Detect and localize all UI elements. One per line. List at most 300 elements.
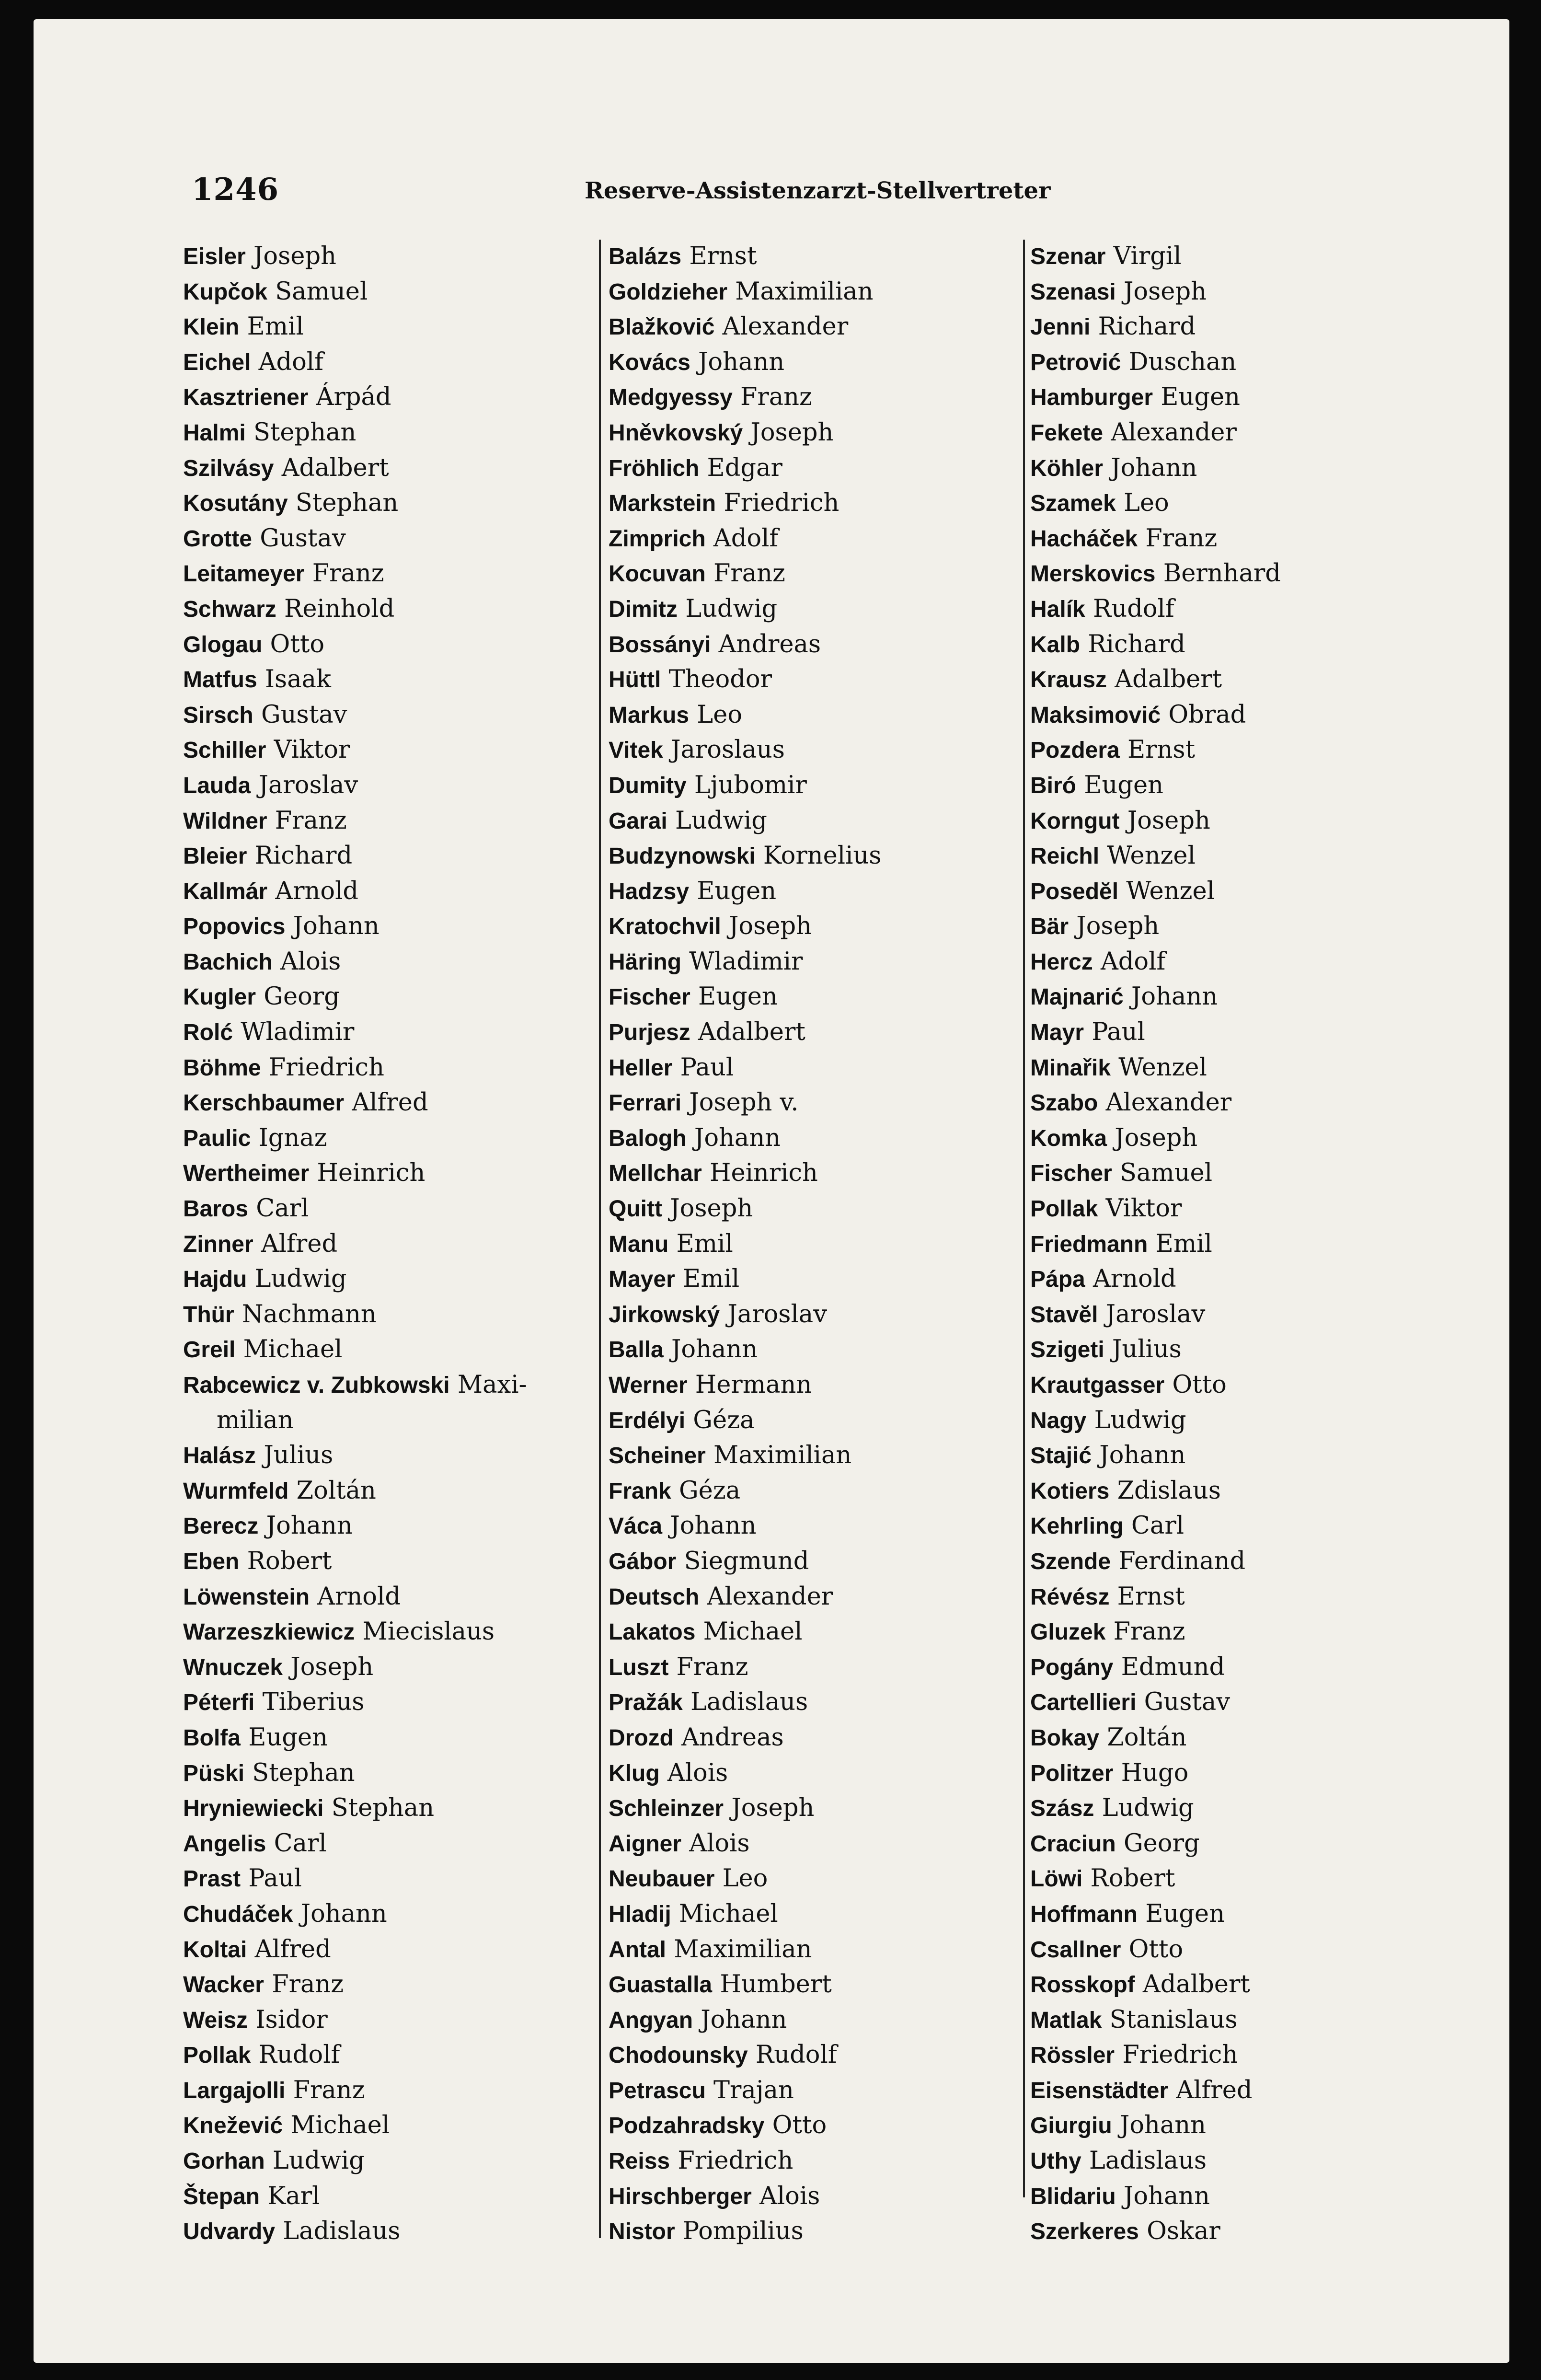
given-name: Miecislaus xyxy=(362,1617,495,1646)
given-name: Kornelius xyxy=(763,842,882,870)
name-entry xyxy=(609,1932,1021,1967)
name-entry xyxy=(183,1896,638,1932)
given-name: Wenzel xyxy=(1118,1053,1207,1082)
given-name: Richard xyxy=(1098,312,1196,341)
surname: Cartellieri xyxy=(1030,1690,1137,1716)
name-entry xyxy=(609,2179,1021,2214)
surname: Petrović xyxy=(1030,349,1121,375)
name-entry xyxy=(1030,451,1485,486)
given-name: Otto xyxy=(270,630,325,659)
name-entry xyxy=(609,1579,1021,1615)
given-name: Stephan xyxy=(295,489,399,518)
surname: Schiller xyxy=(183,738,266,763)
surname: Blidariu xyxy=(1030,2184,1116,2209)
given-name: Isaak xyxy=(264,665,331,694)
given-name: Adolf xyxy=(713,524,779,553)
name-column-2 xyxy=(609,239,1021,2249)
given-name: Adalbert xyxy=(281,453,389,482)
surname: Ferrari xyxy=(609,1090,682,1116)
given-name: Viktor xyxy=(274,736,350,764)
given-name: Michael xyxy=(703,1617,803,1646)
name-entry xyxy=(1030,979,1485,1015)
surname: Szigeti xyxy=(1030,1337,1104,1363)
name-entry xyxy=(1030,1614,1485,1650)
name-entry xyxy=(183,1403,638,1438)
given-name: Rudolf xyxy=(1092,594,1174,623)
surname: Halász xyxy=(183,1443,256,1469)
given-name: Eugen xyxy=(698,982,778,1011)
given-name: Michael xyxy=(243,1335,343,1364)
name-entry xyxy=(609,451,1021,486)
surname: Váca xyxy=(609,1513,663,1539)
given-name: Friedrich xyxy=(678,2147,794,2175)
surname: Matlak xyxy=(1030,2007,1102,2033)
column-rule xyxy=(1023,240,1025,2197)
surname: Kovács xyxy=(609,349,690,375)
surname: Berecz xyxy=(183,1513,259,1539)
name-entry xyxy=(1030,697,1485,733)
name-entry xyxy=(609,1967,1021,2002)
given-name: Ludwig xyxy=(1102,1794,1194,1823)
surname: Hadzsy xyxy=(609,878,690,904)
surname: Prast xyxy=(183,1866,241,1892)
given-name: Maximilian xyxy=(674,1935,812,1964)
surname: Chudáček xyxy=(183,1901,293,1927)
given-name: Carl xyxy=(1131,1512,1184,1540)
surname: Scheiner xyxy=(609,1443,706,1469)
given-name: milian xyxy=(217,1406,294,1434)
surname: Stajić xyxy=(1030,1443,1092,1469)
given-name: Joseph xyxy=(253,242,336,270)
given-name: Ludwig xyxy=(254,1265,347,1294)
given-name: Otto xyxy=(1172,1371,1227,1399)
surname: Krausz xyxy=(1030,667,1107,693)
name-entry xyxy=(609,1791,1021,1826)
name-entry xyxy=(609,1297,1021,1332)
surname: Leitameyer xyxy=(183,561,305,587)
name-entry xyxy=(1030,1438,1485,1473)
given-name: Friedrich xyxy=(724,489,840,518)
given-name: Alexander xyxy=(722,312,849,341)
given-name: Georg xyxy=(264,982,340,1011)
given-name: Alexander xyxy=(707,1582,833,1611)
surname: Pogány xyxy=(1030,1654,1114,1680)
given-name: Alfred xyxy=(352,1088,428,1117)
surname: Vitek xyxy=(609,738,663,763)
surname: Neubauer xyxy=(609,1866,715,1892)
given-name: Zdislaus xyxy=(1117,1476,1221,1505)
given-name: Joseph xyxy=(1115,1123,1198,1152)
given-name: Ljubomir xyxy=(694,771,807,799)
surname: Kosutány xyxy=(183,491,288,517)
given-name: Johann xyxy=(266,1512,353,1540)
name-entry xyxy=(183,1226,638,1262)
given-name: Humbert xyxy=(720,1970,832,1999)
surname: Politzer xyxy=(1030,1760,1114,1786)
surname: Balla xyxy=(609,1337,664,1363)
name-entry xyxy=(609,1050,1021,1086)
given-name: Hugo xyxy=(1121,1758,1189,1787)
surname: Schleinzer xyxy=(609,1796,724,1822)
surname: Glogau xyxy=(183,632,263,658)
name-entry xyxy=(609,1544,1021,1579)
name-entry xyxy=(1030,768,1485,803)
name-entry xyxy=(609,2073,1021,2108)
name-entry xyxy=(183,1861,638,1896)
surname: Gábor xyxy=(609,1548,677,1574)
surname: Schwarz xyxy=(183,596,276,622)
name-entry xyxy=(183,556,638,591)
surname: Largajolli xyxy=(183,2078,286,2103)
name-entry xyxy=(183,1473,638,1509)
given-name: Ladislaus xyxy=(690,1688,808,1717)
name-entry xyxy=(1030,2179,1485,2214)
given-name: Heinrich xyxy=(709,1159,818,1188)
surname: Giurgiu xyxy=(1030,2113,1112,2139)
surname: Deutsch xyxy=(609,1584,700,1610)
given-name: Friedrich xyxy=(1122,2041,1238,2069)
given-name: Arnold xyxy=(275,877,359,905)
name-entry xyxy=(1030,591,1485,627)
given-name: Johann xyxy=(293,912,380,941)
given-name: Alois xyxy=(667,1758,728,1787)
surname: Kugler xyxy=(183,984,256,1010)
surname: Balázs xyxy=(609,244,682,269)
surname: Hamburger xyxy=(1030,385,1153,411)
name-entry xyxy=(609,274,1021,310)
surname: Sirsch xyxy=(183,702,253,728)
name-entry xyxy=(609,591,1021,627)
surname: Böhme xyxy=(183,1055,261,1081)
surname: Püski xyxy=(183,1760,245,1786)
name-entry xyxy=(183,2179,638,2214)
surname: Szende xyxy=(1030,1548,1111,1574)
surname: Kocuvan xyxy=(609,561,706,587)
name-entry xyxy=(609,1332,1021,1367)
given-name: Eugen xyxy=(1161,383,1241,412)
given-name: Franz xyxy=(272,1970,344,1999)
name-entry xyxy=(183,732,638,768)
surname: Szamek xyxy=(1030,491,1116,517)
name-entry xyxy=(183,1650,638,1685)
name-entry xyxy=(609,1121,1021,1156)
name-entry xyxy=(609,662,1021,697)
surname: Mayr xyxy=(1030,1020,1084,1046)
given-name: Theodor xyxy=(668,665,772,694)
given-name: Pompilius xyxy=(682,2217,804,2246)
given-name: Joseph xyxy=(1076,912,1160,941)
given-name: Karl xyxy=(267,2182,320,2210)
surname: Gorhan xyxy=(183,2149,265,2174)
name-entry xyxy=(183,1720,638,1756)
surname: Štepan xyxy=(183,2184,260,2209)
given-name: Reinhold xyxy=(284,594,395,623)
name-entry xyxy=(183,768,638,803)
given-name: Adalbert xyxy=(698,1018,805,1047)
given-name: Árpád xyxy=(316,383,391,412)
name-entry xyxy=(183,1685,638,1720)
surname: Manu xyxy=(609,1231,669,1257)
surname: Guastalla xyxy=(609,1972,713,1998)
given-name: Alois xyxy=(689,1829,750,1858)
surname: Minařik xyxy=(1030,1055,1111,1081)
given-name: Stephan xyxy=(252,1758,355,1787)
surname: Nistor xyxy=(609,2219,675,2245)
name-entry xyxy=(609,345,1021,380)
surname: Greil xyxy=(183,1337,236,1363)
surname: Angelis xyxy=(183,1831,266,1857)
surname: Reiss xyxy=(609,2149,670,2174)
given-name: Johann xyxy=(670,1512,757,1540)
surname: Chodounsky xyxy=(609,2043,748,2068)
surname: Dimitz xyxy=(609,596,678,622)
surname: Mayer xyxy=(609,1267,675,1293)
name-entry xyxy=(1030,1332,1485,1367)
given-name: Gustav xyxy=(261,700,347,729)
surname: Szenar xyxy=(1030,244,1106,269)
given-name: Otto xyxy=(1128,1935,1184,1964)
name-entry xyxy=(1030,1756,1485,1791)
surname: Hercz xyxy=(1030,949,1093,975)
given-name: Wladimir xyxy=(689,947,803,976)
surname: Halmi xyxy=(183,420,246,446)
surname: Bolfa xyxy=(183,1725,241,1751)
name-entry xyxy=(183,838,638,874)
name-entry xyxy=(183,591,638,627)
surname: Gluzek xyxy=(1030,1619,1106,1645)
given-name: Eugen xyxy=(1084,771,1163,799)
name-entry xyxy=(1030,1403,1485,1438)
surname: Wurmfeld xyxy=(183,1478,289,1504)
given-name: Joseph v. xyxy=(689,1088,799,1117)
surname: Löwenstein xyxy=(183,1584,310,1610)
given-name: Adolf xyxy=(258,347,323,376)
given-name: Samuel xyxy=(1119,1159,1213,1188)
given-name: Edmund xyxy=(1121,1652,1225,1681)
given-name: Samuel xyxy=(275,277,368,306)
given-name: Johann xyxy=(671,1335,758,1364)
given-name: Leo xyxy=(697,700,743,729)
given-name: Wenzel xyxy=(1107,842,1196,870)
name-entry xyxy=(609,1403,1021,1438)
name-entry xyxy=(1030,1826,1485,1861)
given-name: Adalbert xyxy=(1115,665,1222,694)
name-entry xyxy=(183,1050,638,1086)
given-name: Johann xyxy=(300,1899,387,1928)
name-entry xyxy=(1030,2108,1485,2143)
name-entry xyxy=(609,1085,1021,1121)
given-name: Ladislaus xyxy=(283,2217,401,2246)
name-entry xyxy=(1030,415,1485,451)
given-name: Emil xyxy=(1155,1229,1212,1258)
surname: Dumity xyxy=(609,773,687,798)
surname: Grotte xyxy=(183,526,252,552)
name-entry xyxy=(1030,909,1485,944)
name-entry xyxy=(1030,627,1485,662)
name-entry xyxy=(609,415,1021,451)
name-entry xyxy=(1030,1226,1485,1262)
surname: Bachich xyxy=(183,949,273,975)
surname: Pollak xyxy=(1030,1196,1098,1222)
given-name: Franz xyxy=(275,806,347,835)
surname: Knežević xyxy=(183,2113,283,2139)
given-name: Joseph xyxy=(728,912,812,941)
surname: Zimprich xyxy=(609,526,706,552)
given-name: Maxi- xyxy=(457,1371,527,1399)
name-entry xyxy=(183,451,638,486)
surname: Petrascu xyxy=(609,2078,706,2103)
surname: Wildner xyxy=(183,808,267,834)
given-name: Emil xyxy=(682,1265,740,1294)
name-entry xyxy=(183,1579,638,1615)
page-number: 1246 xyxy=(192,172,279,208)
given-name: Alfred xyxy=(254,1935,331,1964)
surname: Thür xyxy=(183,1302,234,1328)
surname: Szilvásy xyxy=(183,455,274,481)
name-entry xyxy=(183,1967,638,2002)
surname: Biró xyxy=(1030,773,1076,798)
surname: Pollak xyxy=(183,2043,251,2068)
name-entry xyxy=(183,1614,638,1650)
name-entry xyxy=(183,1121,638,1156)
given-name: Carl xyxy=(274,1829,327,1858)
surname: Kasztriener xyxy=(183,385,309,411)
name-entry xyxy=(183,2214,638,2249)
surname: Merskovics xyxy=(1030,561,1156,587)
surname: Fischer xyxy=(609,984,690,1010)
name-column-3 xyxy=(1030,239,1485,2249)
surname: Kupčok xyxy=(183,279,268,305)
name-entry xyxy=(183,662,638,697)
given-name: Ludwig xyxy=(1094,1406,1186,1434)
name-entry xyxy=(609,2143,1021,2179)
name-entry xyxy=(1030,556,1485,591)
name-entry xyxy=(183,1791,638,1826)
surname: Pozdera xyxy=(1030,738,1120,763)
given-name: Franz xyxy=(676,1652,748,1681)
name-entry xyxy=(609,485,1021,521)
surname: Paulic xyxy=(183,1125,251,1151)
given-name: Emil xyxy=(676,1229,733,1258)
surname: Maksimović xyxy=(1030,702,1161,728)
name-entry xyxy=(609,2002,1021,2038)
name-entry xyxy=(1030,2073,1485,2108)
surname: Bär xyxy=(1030,914,1069,940)
surname: Wertheimer xyxy=(183,1161,310,1187)
name-entry xyxy=(183,309,638,345)
surname: Fischer xyxy=(1030,1161,1112,1187)
surname: Heller xyxy=(609,1055,673,1081)
given-name: Ludwig xyxy=(685,594,778,623)
surname: Eichel xyxy=(183,349,251,375)
given-name: Jaroslaus xyxy=(671,736,785,764)
given-name: Johann xyxy=(1123,2182,1210,2210)
name-entry xyxy=(609,1826,1021,1861)
running-head: Reserve-Assistenzarzt-Stellvertreter xyxy=(585,177,1051,204)
surname: Hladij xyxy=(609,1901,671,1927)
surname: Nagy xyxy=(1030,1408,1087,1433)
surname: Markus xyxy=(609,702,690,728)
surname: Hněvkovský xyxy=(609,420,743,446)
given-name: Viktor xyxy=(1105,1194,1182,1223)
surname: Kallmár xyxy=(183,878,268,904)
name-entry xyxy=(1030,1297,1485,1332)
surname: Szabo xyxy=(1030,1090,1098,1116)
scanned-page xyxy=(34,19,1509,2363)
given-name: Georg xyxy=(1123,1829,1200,1858)
given-name: Robert xyxy=(1090,1864,1175,1893)
name-entry xyxy=(183,1015,638,1050)
surname: Quitt xyxy=(609,1196,662,1222)
name-entry xyxy=(1030,1720,1485,1756)
name-entry xyxy=(1030,2214,1485,2249)
surname: Werner xyxy=(609,1373,688,1398)
given-name: Michael xyxy=(678,1899,778,1928)
given-name: Julius xyxy=(1112,1335,1182,1364)
surname: Bossányi xyxy=(609,632,711,658)
name-entry xyxy=(609,803,1021,839)
surname: Purjesz xyxy=(609,1020,690,1046)
name-entry xyxy=(183,1085,638,1121)
surname: Matfus xyxy=(183,667,257,693)
surname: Antal xyxy=(609,1937,666,1963)
surname: Blažković xyxy=(609,314,715,340)
name-entry xyxy=(609,979,1021,1015)
given-name: Franz xyxy=(293,2076,365,2104)
surname: Lauda xyxy=(183,773,251,798)
surname: Szenasi xyxy=(1030,279,1116,305)
given-name: Stephan xyxy=(253,418,356,447)
surname: Hajdu xyxy=(183,1267,247,1293)
name-entry xyxy=(1030,1685,1485,1720)
name-entry xyxy=(183,1438,638,1473)
given-name: Edgar xyxy=(707,453,782,482)
name-entry xyxy=(609,1720,1021,1756)
name-entry xyxy=(1030,838,1485,874)
name-entry xyxy=(609,521,1021,556)
name-entry xyxy=(609,1650,1021,1685)
name-entry xyxy=(183,1332,638,1367)
surname: Friedmann xyxy=(1030,1231,1148,1257)
surname: Kehrling xyxy=(1030,1513,1124,1539)
given-name: Carl xyxy=(256,1194,309,1223)
name-entry xyxy=(609,944,1021,980)
surname: Udvardy xyxy=(183,2219,276,2245)
given-name: Andreas xyxy=(718,630,821,659)
surname: Reichl xyxy=(1030,843,1100,869)
given-name: Zoltán xyxy=(1107,1723,1187,1752)
surname: Balogh xyxy=(609,1125,687,1151)
surname: Häring xyxy=(609,949,682,975)
name-entry xyxy=(1030,1544,1485,1579)
given-name: Trajan xyxy=(713,2076,794,2104)
name-entry xyxy=(609,1438,1021,1473)
name-entry xyxy=(183,239,638,274)
name-entry xyxy=(1030,1261,1485,1297)
name-entry xyxy=(609,1226,1021,1262)
name-entry xyxy=(609,239,1021,274)
surname: Medgyessy xyxy=(609,385,733,411)
name-entry xyxy=(1030,239,1485,274)
given-name: Géza xyxy=(693,1406,755,1434)
surname: Pápa xyxy=(1030,1267,1085,1293)
given-name: Leo xyxy=(722,1864,768,1893)
given-name: Arnold xyxy=(317,1582,401,1611)
given-name: Joseph xyxy=(290,1652,374,1681)
name-entry xyxy=(1030,1473,1485,1509)
name-entry xyxy=(1030,2143,1485,2179)
surname: Eben xyxy=(183,1548,240,1574)
